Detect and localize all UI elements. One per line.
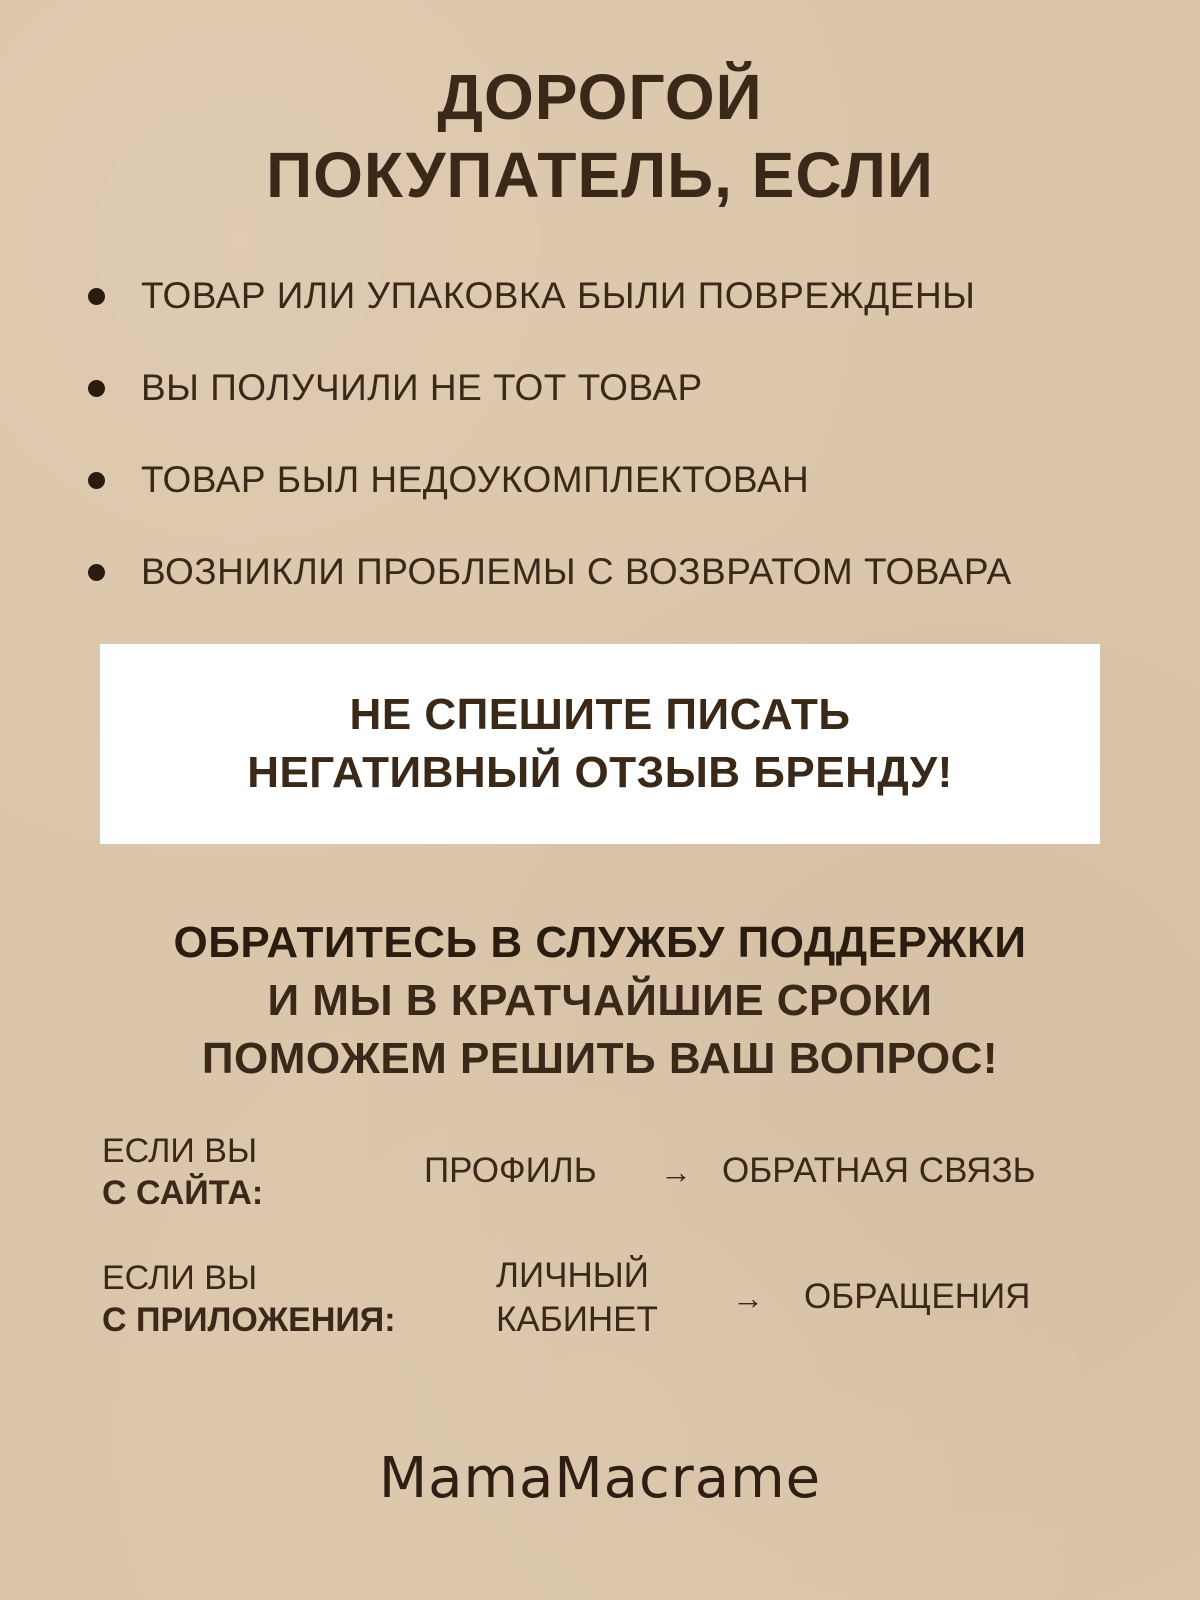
list-item xyxy=(88,342,1188,434)
support-line-1: ОБРАТИТЕСЬ В СЛУЖБУ ПОДДЕРЖКИ xyxy=(173,918,1027,967)
bullet-icon xyxy=(88,288,105,305)
support-line-3: ПОМОЖЕМ РЕШИТЬ ВАШ ВОПРОС! xyxy=(201,1034,999,1083)
list-item xyxy=(88,526,1188,618)
issue-list xyxy=(88,250,1188,618)
bullet-icon xyxy=(88,472,105,489)
list-item xyxy=(88,434,1188,526)
site-route-label xyxy=(102,1130,263,1214)
headline-line-1: ДОРОГОЙ xyxy=(437,61,763,133)
support-message xyxy=(0,914,1200,1088)
app-label-line-2: С ПРИЛОЖЕНИЯ: xyxy=(102,1301,396,1339)
bullet-icon xyxy=(88,380,105,397)
headline xyxy=(0,58,1200,214)
site-route-step-profile: ПРОФИЛЬ xyxy=(424,1151,597,1190)
bullet-icon xyxy=(88,564,105,581)
list-item xyxy=(88,250,1188,342)
list-item-text: ТОВАР ИЛИ УПАКОВКА БЫЛИ ПОВРЕЖДЕНЫ xyxy=(141,275,976,316)
app-route-step-requests: ОБРАЩЕНИЯ xyxy=(804,1277,1031,1316)
site-label-line-2: С САЙТА: xyxy=(102,1174,264,1212)
arrow-right-icon: → xyxy=(660,1154,692,1190)
brand-logo: MamaMacrame xyxy=(378,1446,822,1511)
support-line-2: И МЫ В КРАТЧАЙШИЕ СРОКИ xyxy=(267,976,933,1025)
warning-line-2: НЕГАТИВНЫЙ ОТЗЫВ БРЕНДУ! xyxy=(247,748,953,797)
app-step-line-2: КАБИНЕТ xyxy=(496,1300,658,1339)
list-item-text: ТОВАР БЫЛ НЕДОУКОМПЛЕКТОВАН xyxy=(141,459,810,500)
headline-line-2: ПОКУПАТЕЛЬ, ЕСЛИ xyxy=(266,139,934,211)
app-step-line-1: ЛИЧНЫЙ xyxy=(496,1256,649,1295)
app-route-label xyxy=(102,1257,396,1341)
list-item-text: ВЫ ПОЛУЧИЛИ НЕ ТОТ ТОВАР xyxy=(141,367,703,408)
list-item-text: ВОЗНИКЛИ ПРОБЛЕМЫ С ВОЗВРАТОМ ТОВАРА xyxy=(141,551,1012,592)
warning-box xyxy=(100,644,1100,844)
warning-line-1: НЕ СПЕШИТЕ ПИСАТЬ xyxy=(349,690,851,739)
site-route-step-feedback: ОБРАТНАЯ СВЯЗЬ xyxy=(722,1151,1036,1190)
app-label-line-1: ЕСЛИ ВЫ xyxy=(102,1259,258,1297)
arrow-right-icon: → xyxy=(732,1280,764,1316)
app-route-step-cabinet xyxy=(496,1254,658,1342)
site-label-line-1: ЕСЛИ ВЫ xyxy=(102,1132,258,1170)
